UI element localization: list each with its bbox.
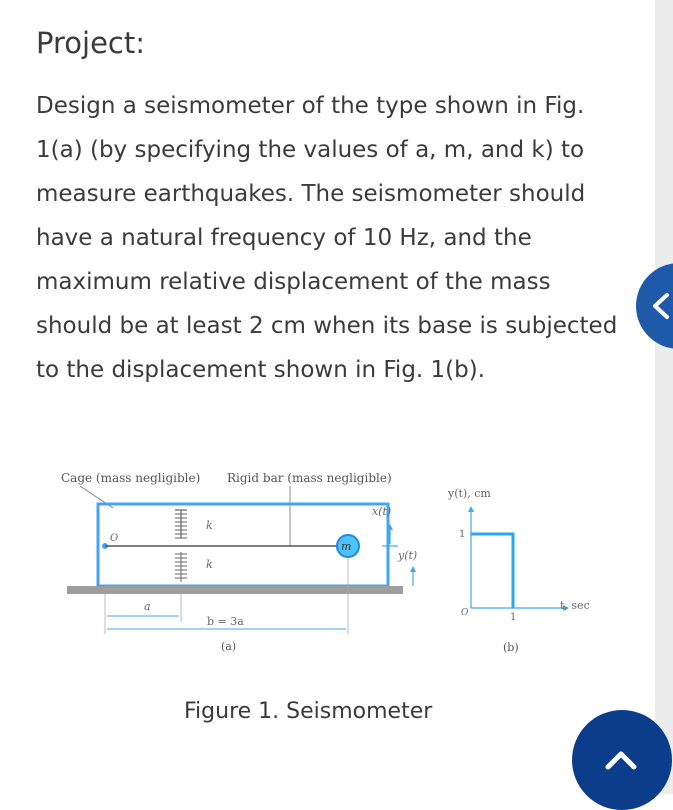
seismometer-figure xyxy=(55,462,605,662)
pulse-curve xyxy=(471,534,513,608)
chevron-up-icon xyxy=(605,750,637,770)
scrollbar[interactable] xyxy=(655,0,673,794)
scroll-to-top-button[interactable] xyxy=(572,710,672,810)
a-label: a xyxy=(144,600,151,613)
b-label: b = 3a xyxy=(207,615,244,628)
x-tick: 1 xyxy=(510,612,517,623)
lower-k-label: k xyxy=(206,558,213,571)
y-axis-arrowhead xyxy=(468,506,474,512)
fig-b-sublabel: (b) xyxy=(503,641,519,654)
y-arrowhead xyxy=(410,566,416,572)
fig-a-sublabel: (a) xyxy=(221,640,237,653)
pivot-label: O xyxy=(110,533,119,544)
upper-k-label: k xyxy=(206,519,213,532)
mass-label: m xyxy=(341,540,352,553)
x-label: x(t) xyxy=(372,505,392,518)
chevron-left-icon xyxy=(650,292,670,320)
t-axis-label: t, sec xyxy=(560,599,590,612)
problem-statement: Design a seismometer of the type shown in Fig. 1(a) (by specifying the values of a, m, and k) to measure earthquakes. The seismometer should have a natural frequency of 10 Hz, and the maximum relative displacement of the mass should be at least 2 cm when its base is subjected to the displacement shown in Fig. 1(b). xyxy=(36,93,618,383)
origin-label: O xyxy=(461,608,469,618)
y-tick: 1 xyxy=(459,529,466,540)
upper-spring-coils xyxy=(175,514,187,538)
ground xyxy=(67,586,403,594)
bar-label: Rigid bar (mass negligible) xyxy=(227,471,392,485)
y-label: y(t) xyxy=(398,549,418,562)
page-title: Project: xyxy=(36,26,145,60)
lower-spring xyxy=(175,552,187,582)
cage-label: Cage (mass negligible) xyxy=(61,471,201,485)
side-tab-button[interactable] xyxy=(636,263,673,349)
figure-caption: Figure 1. Seismometer xyxy=(184,699,433,724)
y-axis-label: y(t), cm xyxy=(448,487,491,500)
